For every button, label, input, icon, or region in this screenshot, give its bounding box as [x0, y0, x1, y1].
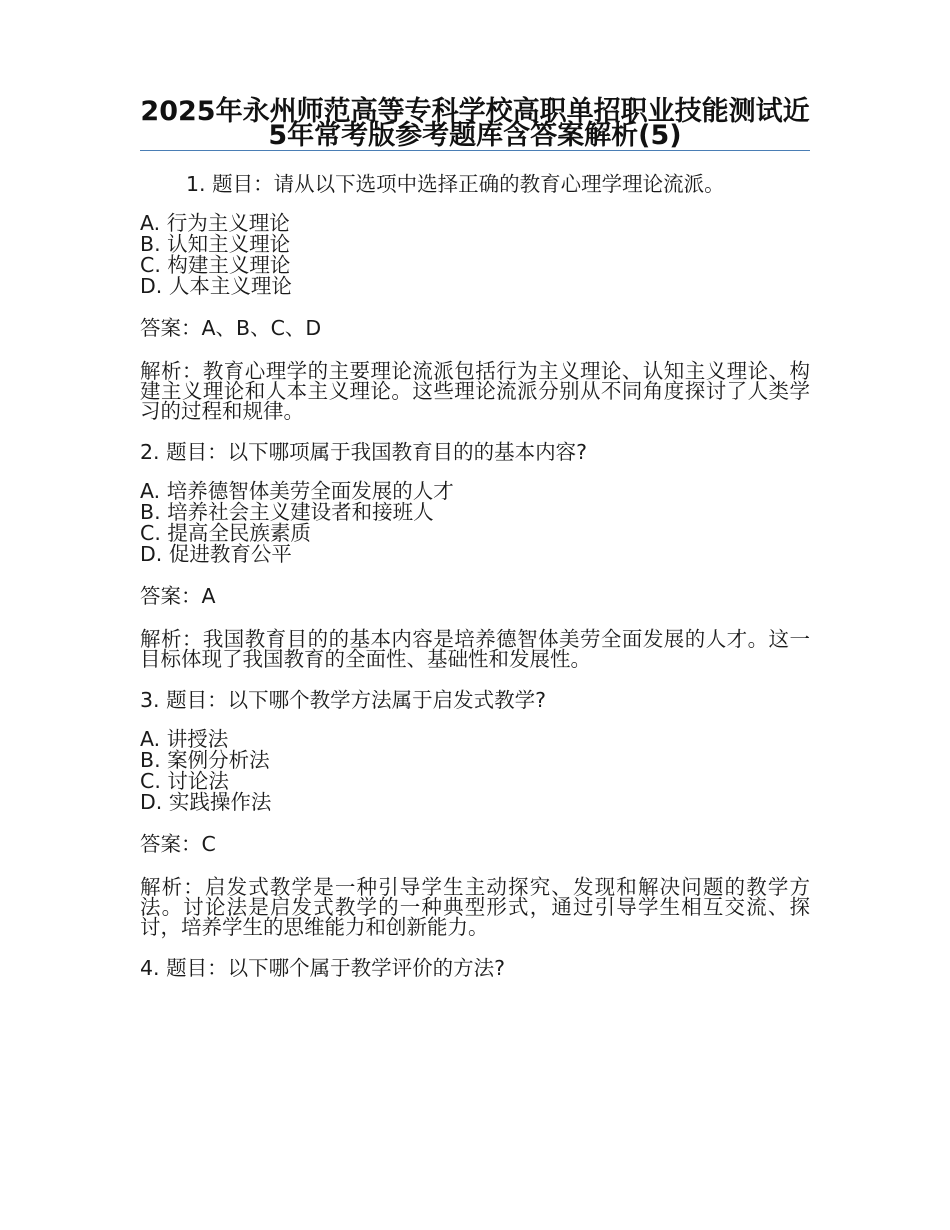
question-1: [140, 173, 810, 421]
question-2-explanation: 解析：我国教育目的的基本内容是培养德智体美劳全面发展的人才。这一目标体现了我国教育的全面性、基础性和发展性。: [140, 627, 810, 671]
question-4: [140, 957, 810, 979]
question-1-stem: 1. 题目：请从以下选项中选择正确的教育心理学理论流派。: [186, 172, 725, 196]
question-1-options: [140, 213, 810, 297]
question-3-option-b: B. 案例分析法: [140, 748, 270, 772]
question-2-option-d: D. 促进教育公平: [140, 542, 292, 566]
document-page: [140, 96, 810, 997]
question-3-explanation: 解析：启发式教学是一种引导学生主动探究、发现和解决问题的教学方法。讨论法是启发式教学的一种典型形式，通过引导学生相互交流、探讨，培养学生的思维能力和创新能力。: [140, 875, 810, 939]
question-3-option-c: C. 讨论法: [140, 769, 229, 793]
question-3-option-a: A. 讲授法: [140, 727, 229, 751]
question-2: [140, 441, 810, 669]
question-2-stem: 2. 题目：以下哪项属于我国教育目的的基本内容?: [140, 440, 587, 464]
question-3-option-d: D. 实践操作法: [140, 790, 272, 814]
question-1-option-a: A. 行为主义理论: [140, 211, 290, 235]
question-1-option-b: B. 认知主义理论: [140, 232, 291, 256]
question-3-stem: 3. 题目：以下哪个教学方法属于启发式教学?: [140, 688, 546, 712]
question-3: [140, 689, 810, 937]
question-3-answer: 答案：C: [140, 832, 216, 856]
question-2-option-c: C. 提高全民族素质: [140, 521, 311, 545]
question-1-answer: 答案：A、B、C、D: [140, 316, 322, 340]
document-title: 2025年永州师范高等专科学校高职单招职业技能测试近5年常考版参考题库含答案解析(5): [140, 96, 810, 151]
question-1-explanation: 解析：教育心理学的主要理论流派包括行为主义理论、认知主义理论、构建主义理论和人本主义理论。这些理论流派分别从不同角度探讨了人类学习的过程和规律。: [140, 359, 810, 423]
question-2-answer: 答案：A: [140, 584, 216, 608]
question-1-option-d: D. 人本主义理论: [140, 274, 292, 298]
question-3-options: [140, 729, 810, 813]
question-2-option-a: A. 培养德智体美劳全面发展的人才: [140, 479, 454, 503]
question-1-option-c: C. 构建主义理论: [140, 253, 291, 277]
question-4-stem: 4. 题目：以下哪个属于教学评价的方法?: [140, 956, 505, 980]
question-2-option-b: B. 培养社会主义建设者和接班人: [140, 500, 434, 524]
question-2-options: [140, 481, 810, 565]
